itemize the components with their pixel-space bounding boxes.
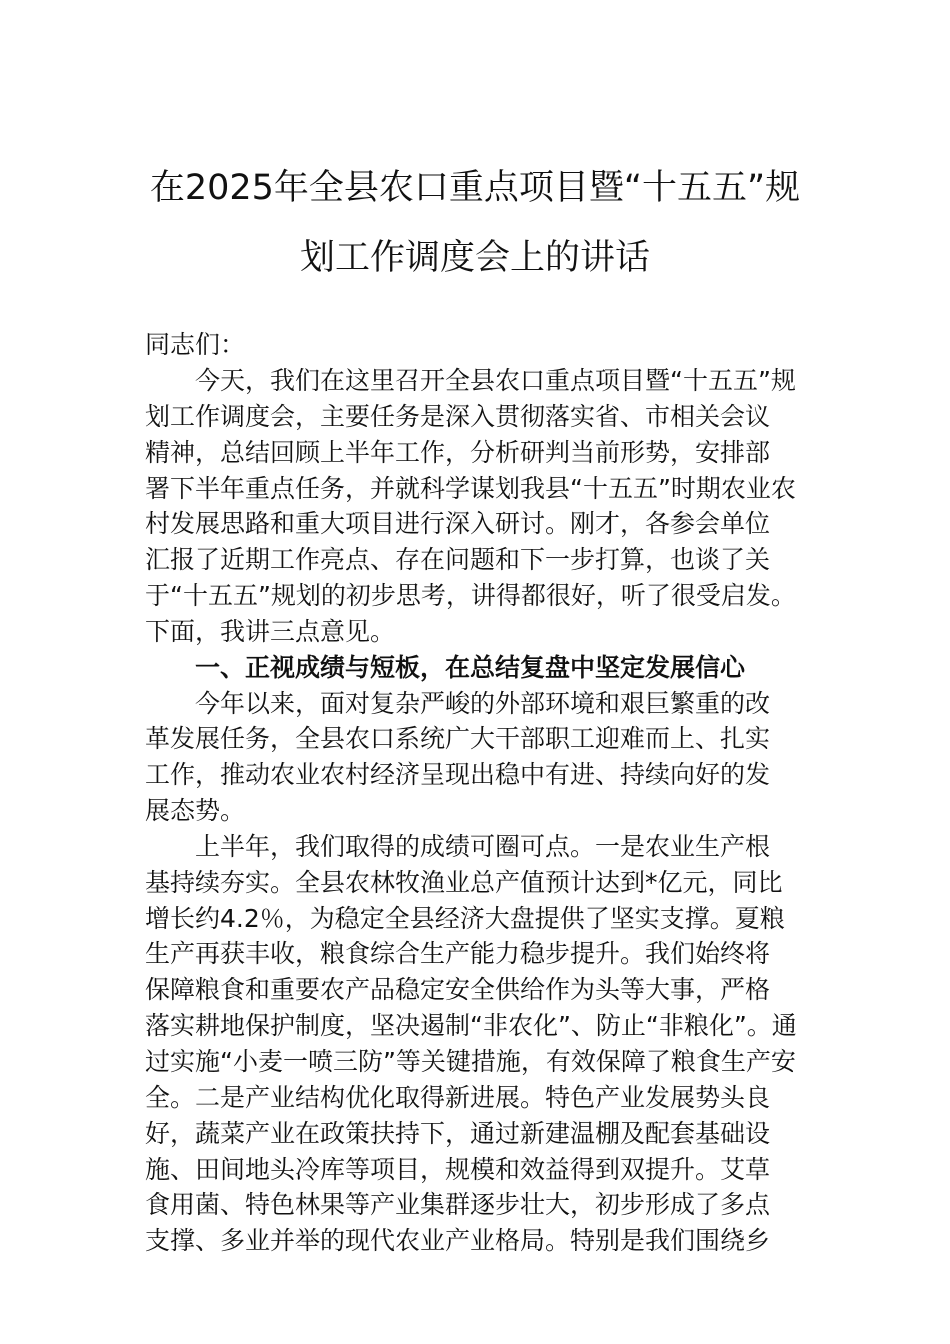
paragraph-line: 基持续夯实。全县农林牧渔业总产值预计达到*亿元，同比 — [145, 868, 783, 897]
paragraph-line: 施、田间地头冷库等项目，规模和效益得到双提升。艾草 — [145, 1155, 771, 1184]
paragraph-line: 支撑、多业并举的现代农业产业格局。特别是我们围绕乡 — [145, 1226, 771, 1255]
paragraph-line: 署下半年重点任务，并就科学谋划我县“十五五”时期农业农 — [145, 474, 796, 503]
paragraph-line: 村发展思路和重大项目进行深入研讨。刚才，各参会单位 — [145, 509, 771, 538]
paragraph-line: 革发展任务，全县农口系统广大干部职工迎难而上、扎实 — [145, 724, 771, 753]
paragraph-line: 过实施“小麦一喷三防”等关键措施，有效保障了粮食生产安 — [145, 1047, 796, 1076]
paragraph-line: 划工作调度会，主要任务是深入贯彻落实省、市相关会议 — [145, 402, 771, 431]
salutation: 同志们： — [145, 330, 246, 359]
paragraph-line: 上半年，我们取得的成绩可圈可点。一是农业生产根 — [195, 832, 771, 861]
section-heading: 一、正视成绩与短板，在总结复盘中坚定发展信心 — [195, 653, 746, 682]
paragraph-line: 精神，总结回顾上半年工作，分析研判当前形势，安排部 — [145, 438, 771, 467]
paragraph-line: 食用菌、特色林果等产业集群逐步壮大，初步形成了多点 — [145, 1190, 771, 1219]
paragraph-line: 于“十五五”规划的初步思考，讲得都很好，听了很受启发。 — [145, 581, 796, 610]
paragraph-line: 今年以来，面对复杂严峻的外部环境和艰巨繁重的改 — [195, 689, 771, 718]
paragraph-line: 汇报了近期工作亮点、存在问题和下一步打算，也谈了关 — [145, 545, 771, 574]
paragraph-line: 工作，推动农业农村经济呈现出稳中有进、持续向好的发 — [145, 760, 771, 789]
document-title-line-2: 划工作调度会上的讲话 — [299, 238, 650, 278]
paragraph-line: 今天，我们在这里召开全县农口重点项目暨“十五五”规 — [195, 366, 796, 395]
paragraph-line: 下面，我讲三点意见。 — [145, 617, 396, 646]
paragraph-line: 保障粮食和重要农产品稳定安全供给作为头等大事，严格 — [145, 975, 771, 1004]
paragraph-line: 生产再获丰收，粮食综合生产能力稳步提升。我们始终将 — [145, 939, 771, 968]
paragraph-line: 好，蔬菜产业在政策扶持下，通过新建温棚及配套基础设 — [145, 1119, 771, 1148]
document-title-line-1: 在2025年全县农口重点项目暨“十五五”规 — [149, 168, 801, 208]
paragraph-line: 全。二是产业结构优化取得新进展。特色产业发展势头良 — [145, 1083, 771, 1112]
paragraph-line: 落实耕地保护制度，坚决遏制“非农化”、防止“非粮化”。通 — [145, 1011, 797, 1040]
paragraph-line: 增长约4.2％，为稳定全县经济大盘提供了坚实支撑。夏粮 — [145, 904, 785, 933]
paragraph-line: 展态势。 — [145, 796, 246, 825]
